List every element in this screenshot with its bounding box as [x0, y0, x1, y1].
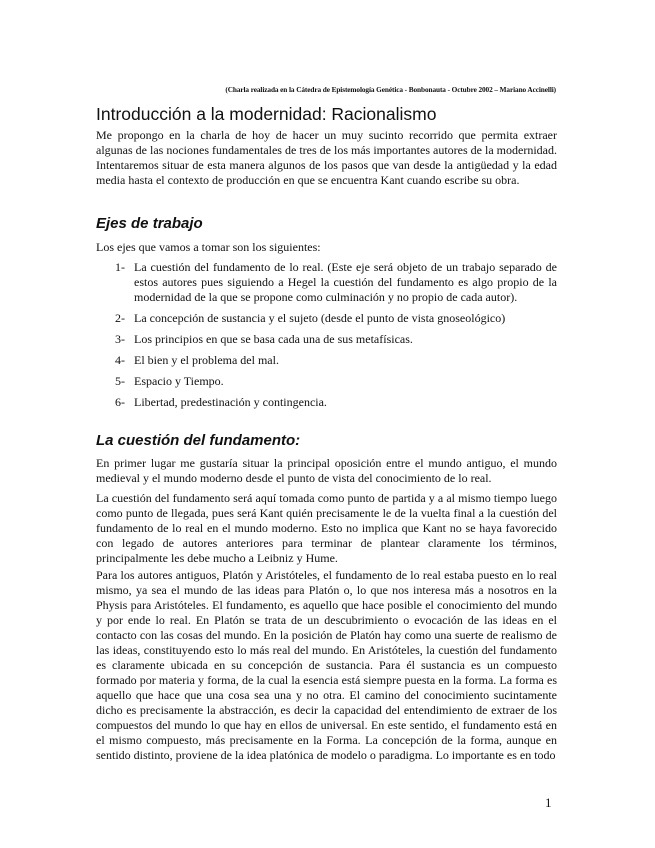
section-heading-ejes: Ejes de trabajo	[96, 215, 203, 232]
page-title: Introducción a la modernidad: Racionalismo	[96, 104, 437, 124]
list-item-text: Espacio y Tiempo.	[134, 374, 224, 388]
axes-list	[96, 260, 557, 416]
list-item-number: 6-	[115, 395, 125, 409]
list-item	[96, 374, 557, 389]
list-item	[96, 353, 557, 368]
page-number: 1	[545, 795, 552, 810]
list-item	[96, 332, 557, 347]
header-note: (Charla realizada en la Cátedra de Epistemología Genética - Bonbonauta - Octubre 2002 – Mariano Accinelli)	[225, 85, 556, 94]
list-item-number: 2-	[115, 311, 125, 325]
list-item-text: La concepción de sustancia y el sujeto (desde el punto de vista gnoseológico)	[134, 311, 506, 325]
body-paragraph: Para los autores antiguos, Platón y Aristóteles, el fundamento de lo real estaba puesto en lo real mismo, ya sea el mundo de las ideas para Platón o, lo que nos interesa más a nosotros en la Physis para Aristóteles. El fundamento, es aquello que hace posible el conocimiento del mundo y por ende lo real. En Platón se trata de un descubrimiento o evocación de las ideas en el contacto con las cosas del mundo. En la posición de Platón hay como una suerte de realismo de las ideas, constituyendo esto lo más real del mundo. En Aristóteles, la cuestión del fundamento es claramente ubicada en su concepción de sustancia. Para él sustancia es un compuesto formado por materia y forma, de la cual la esencia está siempre puesta en la forma. La forma es aquello que hace que una cosa sea una y no otra. El camino del conocimiento sucintamente dicho es precisamente la abstracción, es decir la capacidad del entendimiento de extraer de los compuestos del mundo lo que hay en ellos de universal. En este sentido, el fundamento está en el mismo compuesto, más precisamente en la Forma. La concepción de la forma, aunque en sentido distinto, proviene de la idea platónica de modelo o paradigma. Lo importante es en todo	[96, 568, 557, 762]
section-heading-fundamento: La cuestión del fundamento:	[96, 432, 301, 449]
list-item-number: 4-	[115, 353, 125, 367]
list-item-number: 5-	[115, 374, 125, 388]
list-item-number: 3-	[115, 332, 125, 346]
intro-paragraph: Me propongo en la charla de hoy de hacer un muy sucinto recorrido que permita extraer algunas de las nociones fundamentales de tres de los más importantes autores de la modernidad. Intentaremos situar de esta manera algunos de los pasos que van desde la antigüedad y la edad media hasta el contexto de producción en que se encuentra Kant cuando escribe su obra.	[96, 128, 557, 187]
list-item-text: Libertad, predestinación y contingencia.	[134, 395, 327, 409]
body-paragraph: La cuestión del fundamento será aquí tomada como punto de partida y a al mismo tiempo luego como punto de llegada, pues será Kant quién precisamente le de la vuelta final a la cuestión del fundamento de lo real en el mundo moderno. Esto no implica que Kant no se haya favorecido con legado de autores anteriores para terminar de plantear claramente los términos, principalmente les debe mucho a Leibniz y Hume.	[96, 491, 557, 565]
body-paragraph: En primer lugar me gustaría situar la principal oposición entre el mundo antiguo, el mundo medieval y el mundo moderno desde el punto de vista del conocimiento de lo real.	[96, 456, 557, 485]
list-item-text: La cuestión del fundamento de lo real. (Este eje será objeto de un trabajo separado de estos autores pues siguiendo a Hegel la cuestión del fundamento es algo propio de la modernidad de la que se propone como culminación y no propio de cada autor).	[134, 260, 557, 304]
list-item	[96, 395, 557, 410]
list-item-text: Los principios en que se basa cada una de sus metafísicas.	[134, 332, 413, 346]
list-item-text: El bien y el problema del mal.	[134, 353, 279, 367]
list-item	[96, 260, 557, 305]
section-lead: Los ejes que vamos a tomar son los siguientes:	[96, 240, 321, 254]
list-item	[96, 311, 557, 326]
list-item-number: 1-	[115, 260, 125, 274]
